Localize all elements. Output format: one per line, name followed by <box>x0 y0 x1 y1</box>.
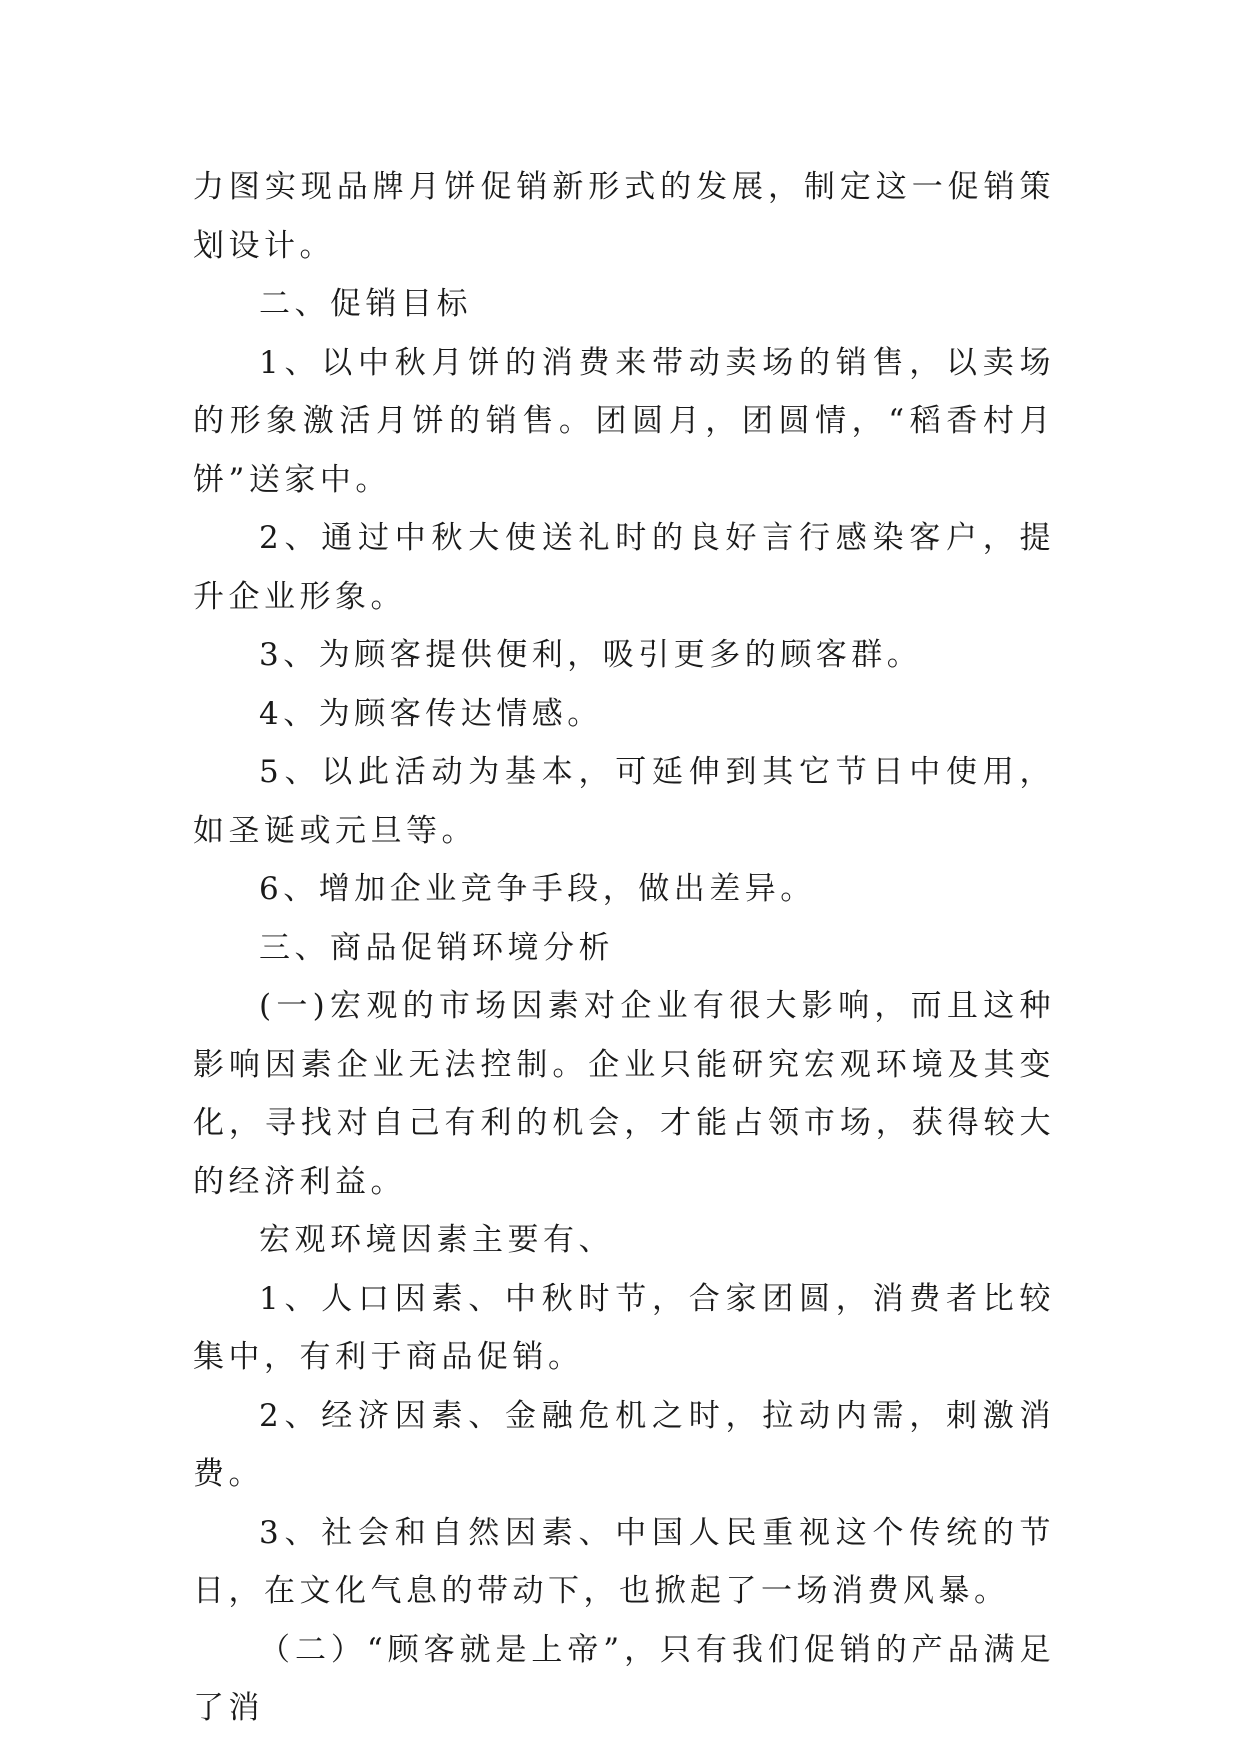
paragraph-customer-is-god: （二）“顾客就是上帝”，只有我们促销的产品满足了消 <box>193 1631 1055 1726</box>
goal-item-1: 1、以中秋月饼的消费来带动卖场的销售，以卖场的形象激活月饼的销售。团圆月，团圆情，“稻香村月饼”送家中。 <box>193 344 1055 498</box>
goal-item-4: 4、为顾客传达情感。 <box>259 695 603 732</box>
section-heading-environment-analysis: 三、商品促销环境分析 <box>259 929 614 966</box>
goal-item-5: 5、以此活动为基本，可延伸到其它节日中使用，如圣诞或元旦等。 <box>193 754 1055 849</box>
document-body <box>193 158 1055 1738</box>
goal-item-2: 2、通过中秋大使送礼时的良好言行感染客户，提升企业形象。 <box>193 520 1055 615</box>
goal-item-6: 6、增加企业竞争手段，做出差异。 <box>259 871 816 907</box>
section-heading-promotion-goals: 二、促销目标 <box>259 286 472 322</box>
paragraph-macro-factors-intro: 宏观环境因素主要有、 <box>259 1222 614 1258</box>
factor-item-3: 3、社会和自然因素、中国人民重视这个传统的节日，在文化气息的带动下，也掀起了一场消费风暴。 <box>193 1514 1055 1609</box>
factor-item-1: 1、人口因素、中秋时节，合家团圆，消费者比较集中，有利于商品促销。 <box>193 1280 1055 1375</box>
goal-item-3: 3、为顾客提供便利，吸引更多的顾客群。 <box>259 637 923 673</box>
factor-item-2: 2、经济因素、金融危机之时，拉动内需，刺激消费。 <box>193 1397 1055 1492</box>
paragraph-intro-continuation: 力图实现品牌月饼促销新形式的发展，制定这一促销策划设计。 <box>193 169 1055 264</box>
paragraph-macro-factors: (一)宏观的市场因素对企业有很大影响，而且这种影响因素企业无法控制。企业只能研究宏观环境及其变化，寻找对自己有利的机会，才能占领市场，获得较大的经济利益。 <box>193 988 1055 1200</box>
